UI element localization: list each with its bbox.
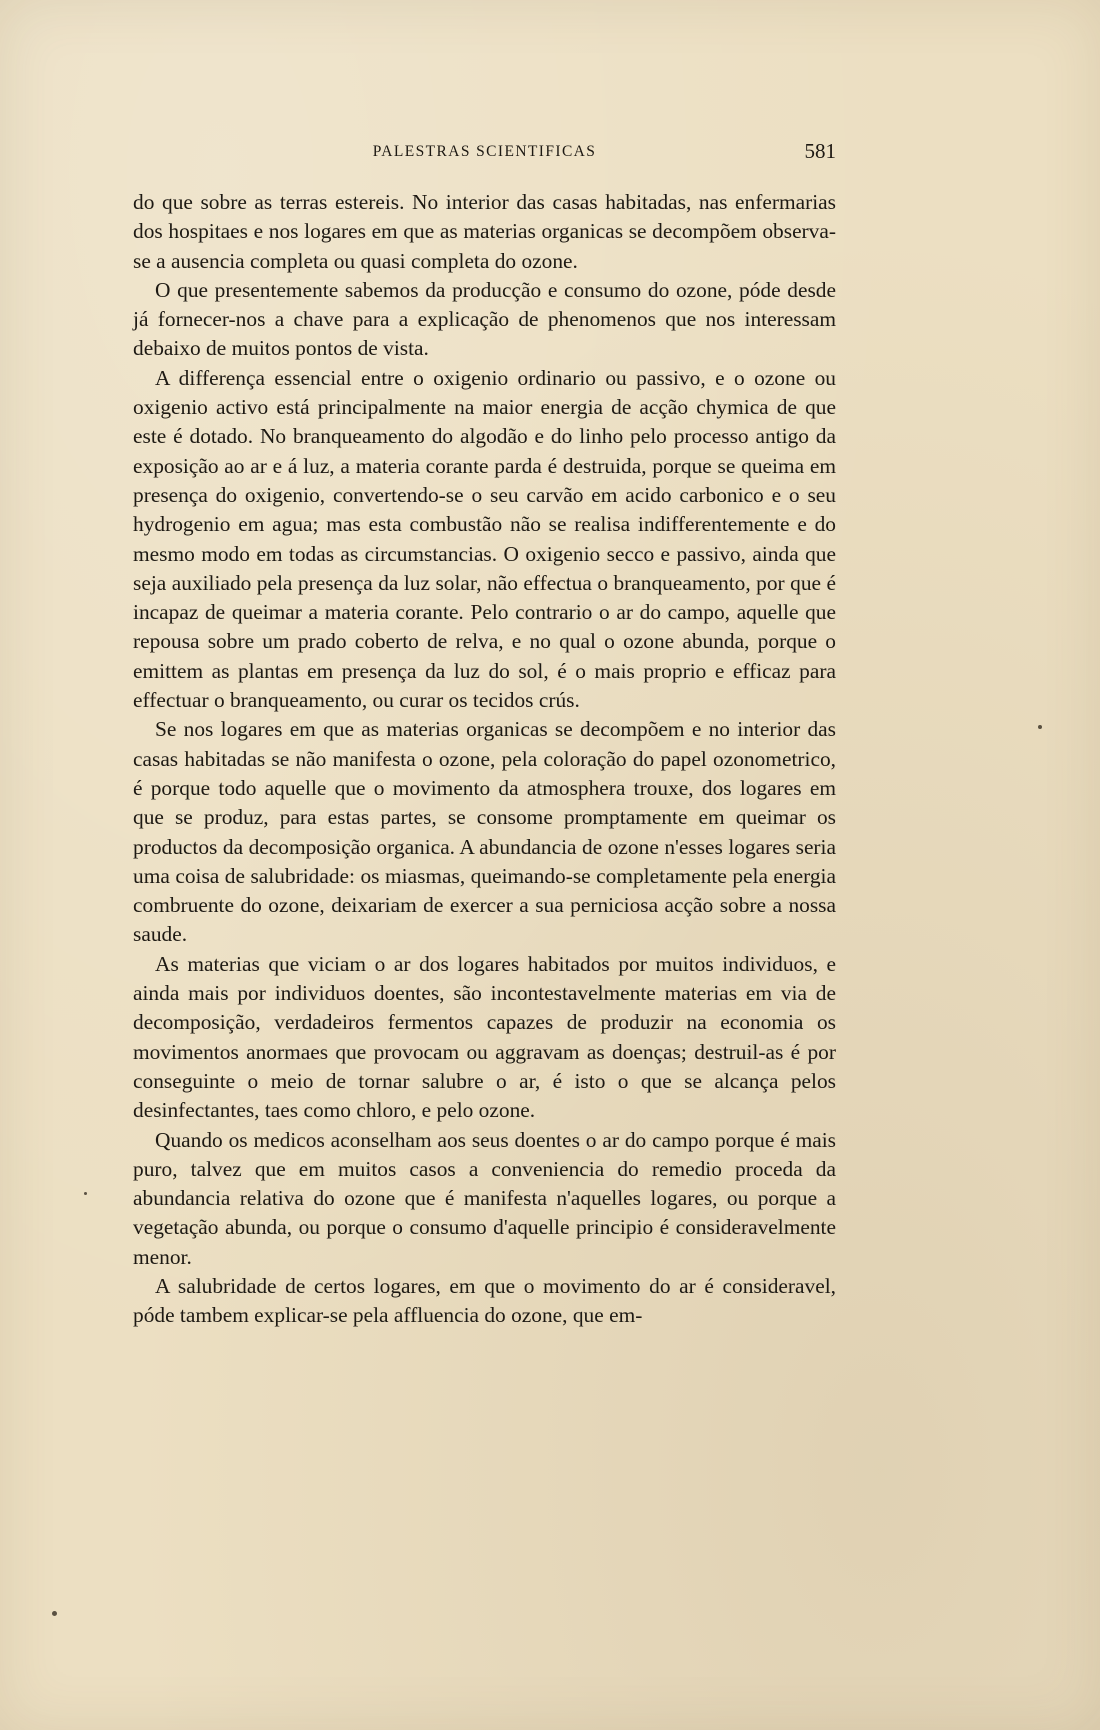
paragraph: A differença essencial entre o oxigenio ordinario ou passivo, e o ozone ou oxigenio activo está principalmente na maior energia de acção chymica de que este é dotado. No branqueamento do algodão e do linho pelo processo antigo da exposição ao ar e á luz, a materia corante parda é destruida, porque se queima em presença do oxigenio, convertendo-se o seu carvão em acido carbonico e o seu hydrogenio em agua; mas esta combustão não se realisa indifferentemente e do mesmo modo em todas as circumstancias. O oxigenio secco e passivo, ainda que seja auxiliado pela presença da luz solar, não effectua o branqueamento, por que é incapaz de queimar a materia corante. Pelo contrario o ar do campo, aquelle que repousa sobre um prado coberto de relva, e no qual o ozone abunda, porque o emittem as plantas em presença da luz do sol, é o mais proprio e efficaz para effectuar o branqueamento, ou curar os tecidos crús.: [133, 365, 836, 713]
running-title: PALESTRAS SCIENTIFICAS: [372, 143, 597, 160]
paragraph: As materias que viciam o ar dos logares habitados por muitos individuos, e ainda mais por individuos doentes, são incontestavelmente materias em via de decomposição, verdadeiros fermentos capazes de produzir na economia os movimentos anormaes que provocam ou aggravam as doenças; destruil-as é por conseguinte o meio de tornar salubre o ar, é isto o que se alcança pelos desinfectantes, taes como chloro, e pelo ozone.: [133, 951, 836, 1123]
paper-speck: [84, 1192, 87, 1195]
paragraph: A salubridade de certos logares, em que o movimento do ar é consideravel, póde tambem explicar-se pela affluencia do ozone, que em-: [133, 1273, 836, 1328]
page-number: 581: [804, 139, 836, 163]
body-text: [133, 188, 836, 1331]
paragraph: do que sobre as terras estereis. No interior das casas habitadas, nas enfermarias dos hospitaes e nos logares em que as materias organicas se decompõem observa-se a ausencia completa ou quasi completa do ozone.: [133, 190, 836, 273]
paragraph: Quando os medicos aconselham aos seus doentes o ar do campo porque é mais puro, talvez que em muitos casos a conveniencia do remedio proceda da abundancia relativa do ozone que é manifesta n'aquelles logares, ou porque a vegetação abunda, ou porque o consumo d'aquelle principio é consideravelmente menor.: [133, 1127, 836, 1269]
paragraph: Se nos logares em que as materias organicas se decompõem e no interior das casas habitadas se não manifesta o ozone, pela coloração do papel ozonometrico, é porque todo aquelle que o movimento da atmosphera trouxe, dos logares em que se produz, para estas partes, se consome promptamente em queimar os productos da decomposição organica. A abundancia de ozone n'esses logares seria uma coisa de salubridade: os miasmas, queimando-se completamente pela energia combruente do ozone, deixariam de exercer a sua perniciosa acção sobre a nossa saude.: [133, 717, 836, 947]
paper-speck: [1038, 725, 1042, 729]
page-header: [133, 139, 836, 167]
paper-speck: [52, 1611, 57, 1616]
paragraph: O que presentemente sabemos da producção e consumo do ozone, póde desde já fornecer-nos a chave para a explicação de phenomenos que nos interessam debaixo de muitos pontos de vista.: [133, 277, 836, 361]
